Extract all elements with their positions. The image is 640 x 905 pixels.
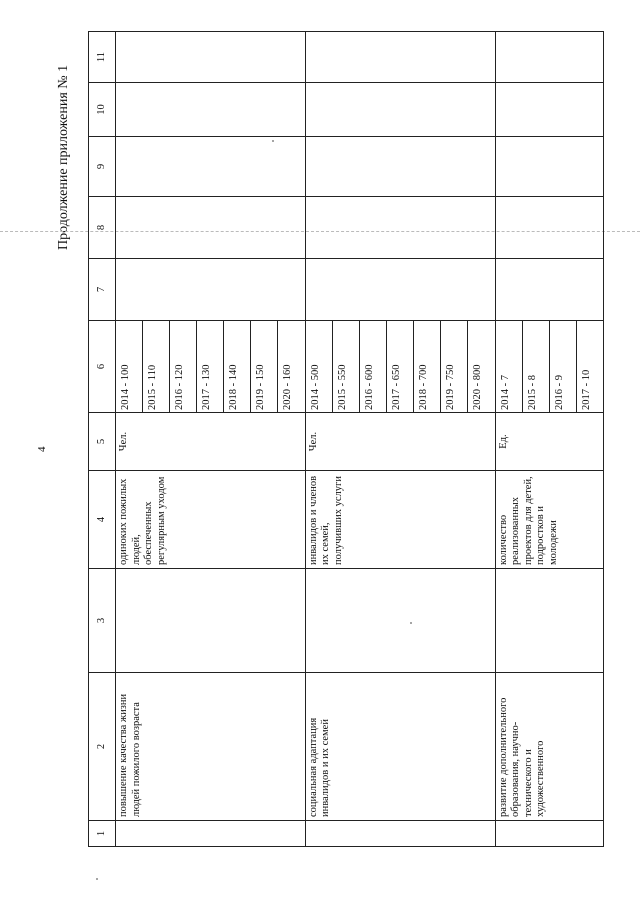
cell-empty [305, 197, 495, 259]
value-item: 2019 - 750 [441, 321, 468, 412]
value-item: 2017 - 650 [387, 321, 414, 412]
cell-empty [305, 137, 495, 197]
indicator-cell: инвалидов и членов их семей, получивших услуги [305, 471, 495, 569]
col-header: 9 [89, 137, 116, 197]
cell-empty [116, 821, 306, 847]
col-header: 5 [89, 413, 116, 471]
cell-empty [495, 137, 603, 197]
cell-empty [116, 259, 306, 321]
scan-speck [272, 140, 274, 142]
value-item: 2016 - 120 [170, 321, 197, 412]
col-header: 8 [89, 197, 116, 259]
value-item: 2017 - 130 [197, 321, 224, 412]
value-item: 2016 - 600 [360, 321, 387, 412]
value-item: 2019 - 150 [251, 321, 278, 412]
value-item: 2015 - 550 [333, 321, 360, 412]
page-number: 4 [36, 446, 48, 452]
col-header: 10 [89, 83, 116, 137]
value-item: 2020 - 800 [471, 364, 483, 410]
cell-empty [305, 821, 495, 847]
scan-speck [96, 878, 98, 880]
value-item: 2018 - 140 [224, 321, 251, 412]
col-header: 1 [89, 821, 116, 847]
indicator-table [88, 31, 604, 847]
value-item: 2015 - 8 [523, 321, 550, 412]
goal-cell: повышение качества жизни людей пожилого возраста [116, 673, 306, 821]
values-cell [305, 321, 495, 413]
value-item: 2017 - 10 [580, 369, 592, 410]
value-item: 2014 - 7 [496, 321, 523, 412]
col-header: 6 [89, 321, 116, 413]
cell-empty [495, 569, 603, 673]
cell-empty [495, 32, 603, 83]
col-header: 2 [89, 673, 116, 821]
table-row [495, 32, 603, 847]
cell-empty [495, 259, 603, 321]
value-item: 2015 - 110 [143, 321, 170, 412]
value-item: 2018 - 700 [414, 321, 441, 412]
table-row [305, 32, 495, 847]
goal-cell: социальная адаптация инвалидов и их семей [305, 673, 495, 821]
unit-cell: Чел. [305, 413, 495, 471]
cell-empty [116, 197, 306, 259]
col-header: 7 [89, 259, 116, 321]
table-row [116, 32, 306, 847]
header-row [89, 32, 116, 847]
continuation-heading: Продолжение приложения № 1 [56, 64, 71, 250]
cell-empty [305, 32, 495, 83]
value-item: 2016 - 9 [550, 321, 577, 412]
col-header: 4 [89, 471, 116, 569]
unit-cell: Ед. [495, 413, 603, 471]
values-cell [116, 321, 306, 413]
rotated-table-wrapper [88, 32, 604, 847]
cell-empty [495, 197, 603, 259]
value-item: 2014 - 500 [306, 321, 333, 412]
unit-cell: Чел. [116, 413, 306, 471]
cell-empty [116, 137, 306, 197]
col-header: 3 [89, 569, 116, 673]
indicator-cell: одиноких пожилых людей, обеспеченных регулярным уходом [116, 471, 306, 569]
goal-cell: развитие дополнительного образования, научно-технического и художественного [495, 673, 603, 821]
cell-empty [495, 821, 603, 847]
cell-empty [116, 32, 306, 83]
scan-speck [410, 622, 412, 624]
value-item: 2014 - 100 [116, 321, 143, 412]
values-cell [495, 321, 603, 413]
indicator-cell: количество реализованных проектов для детей, подростков и молодежи [495, 471, 603, 569]
cell-empty [116, 83, 306, 137]
cell-empty [305, 83, 495, 137]
col-header: 11 [89, 32, 116, 83]
value-item: 2020 - 160 [282, 364, 293, 410]
cell-empty [305, 259, 495, 321]
cell-empty [116, 569, 306, 673]
cell-empty [305, 569, 495, 673]
cell-empty [495, 83, 603, 137]
